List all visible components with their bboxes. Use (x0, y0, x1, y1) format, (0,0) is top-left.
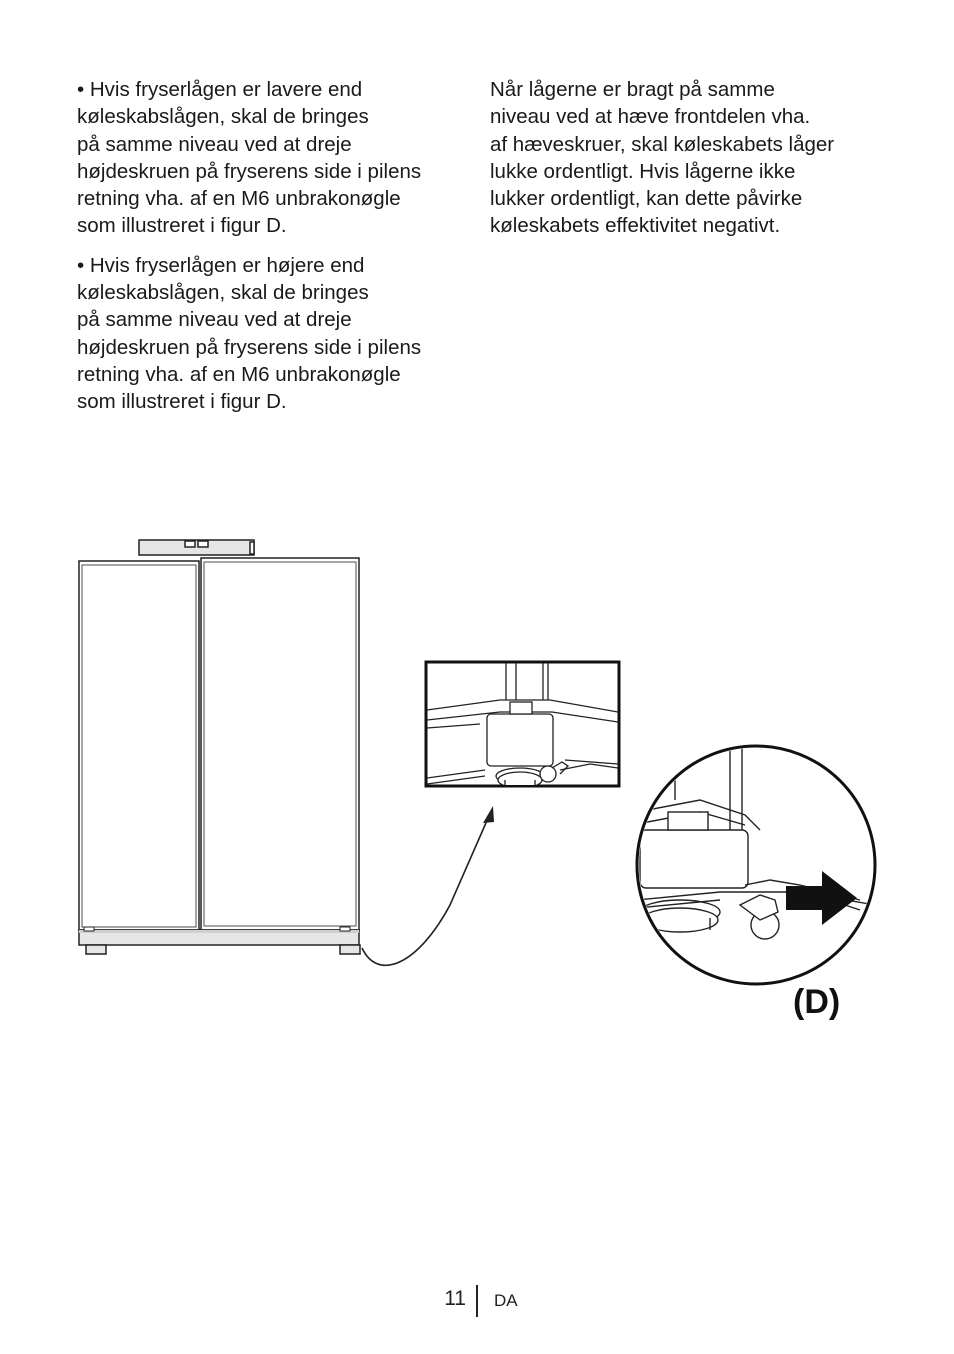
paragraph-freezer-door-higher (77, 252, 467, 416)
language-code: DA (494, 1291, 518, 1310)
text-line: som illustreret i figur D. (77, 390, 287, 414)
paragraph-freezer-door-lower (77, 76, 467, 240)
page-footer (0, 1285, 954, 1317)
paragraph-doors-aligned (490, 76, 890, 240)
refrigerator-front-view (79, 540, 360, 954)
text-line: køleskabslågen, skal de bringes (77, 281, 369, 305)
pointer-arrow (362, 806, 494, 965)
fridge-door (201, 558, 359, 930)
freezer-door (79, 561, 199, 930)
detail-box-adjustment-foot (426, 662, 619, 788)
zoom-circle-adjustment-foot (637, 745, 875, 984)
right-text-column (490, 76, 890, 252)
refrigerator-adjustment-illustration (0, 520, 954, 1060)
text-line: køleskabslågen, skal de bringes (77, 105, 369, 129)
text-line: Når lågerne er bragt på samme (490, 78, 775, 101)
text-line: • Hvis fryserlågen er højere end (77, 253, 365, 277)
left-text-column (77, 76, 467, 428)
text-line: af hæveskruer, skal køleskabets låger (490, 132, 835, 156)
text-line: niveau ved at hæve frontdelen vha. (490, 105, 811, 129)
text-line: på samme niveau ved at dreje (77, 308, 352, 332)
text-line: retning vha. af en M6 unbrakonøgle (77, 362, 401, 386)
text-line: • Hvis fryserlågen er lavere end (77, 78, 363, 101)
text-line: som illustreret i figur D. (77, 214, 287, 238)
text-line: højdeskruen på fryserens side i pilens (77, 159, 422, 183)
text-line: højdeskruen på fryserens side i pilens (77, 335, 422, 359)
footer-divider (476, 1285, 478, 1317)
figure-label: (D) (793, 983, 841, 1021)
text-line: lukker ordentligt, kan dette påvirke (490, 187, 803, 211)
page-number: 11 (444, 1287, 466, 1310)
text-line: retning vha. af en M6 unbrakonøgle (77, 187, 401, 211)
text-line: køleskabets effektivitet negativt. (490, 214, 781, 238)
text-line: på samme niveau ved at dreje (77, 132, 352, 156)
text-line: lukke ordentligt. Hvis lågerne ikke (490, 159, 796, 183)
